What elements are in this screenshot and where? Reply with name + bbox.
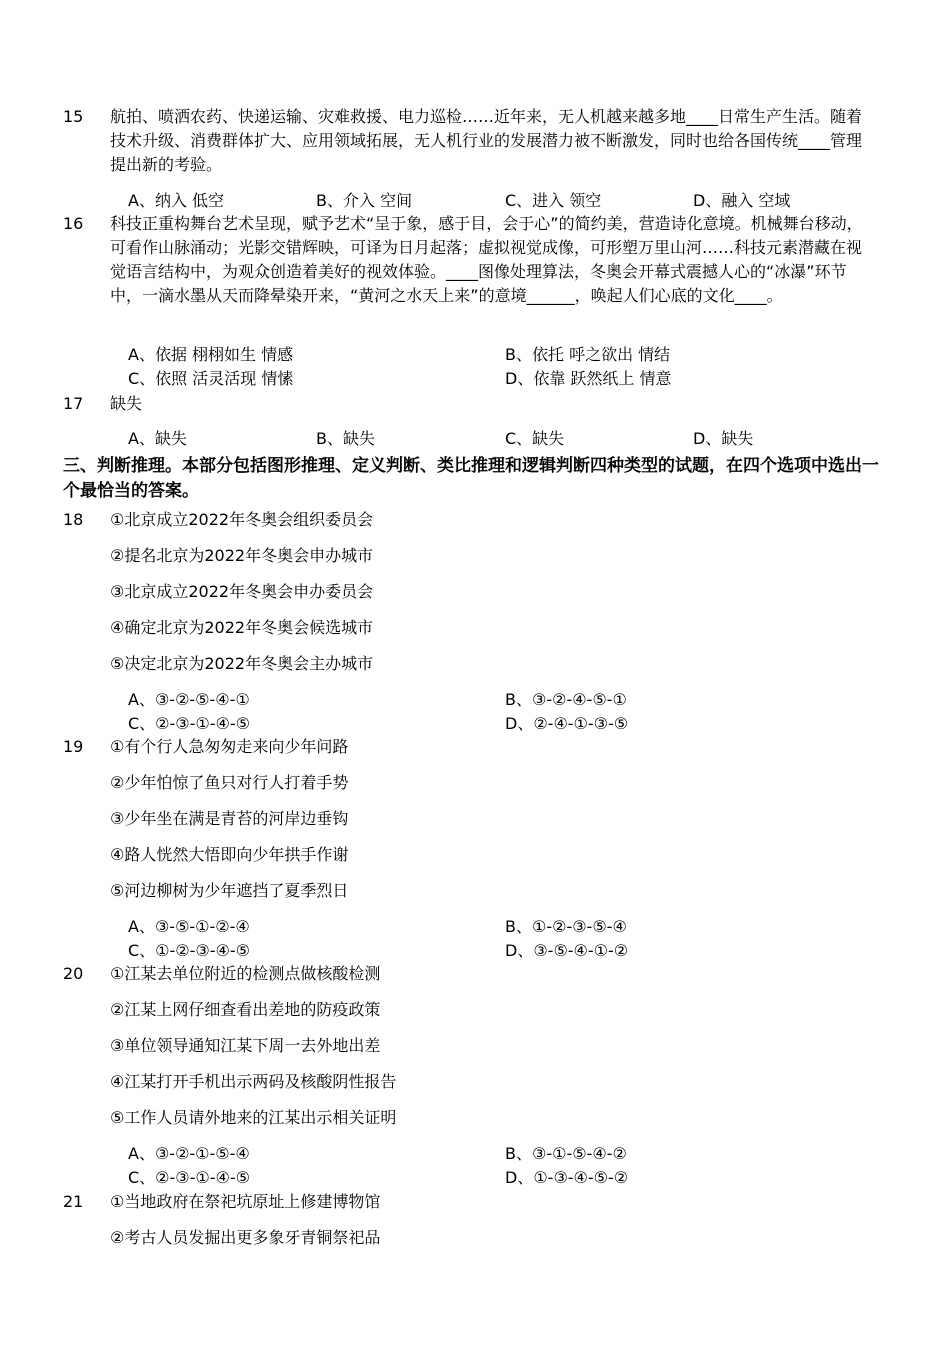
statement-item: ①有个行人急匆匆走来向少年问路 — [110, 737, 349, 756]
question-number: 21 — [63, 1192, 84, 1211]
question-number: 17 — [63, 394, 84, 413]
statement-item: ⑤河边柳树为少年遮挡了夏季烈日 — [110, 881, 349, 900]
option-a: A、③-②-⑤-④-① — [128, 690, 250, 709]
statement-item: ②少年怕惊了鱼只对行人打着手势 — [110, 773, 349, 792]
option-b: B、依托 呼之欲出 情结 — [505, 345, 671, 364]
question-number: 20 — [63, 964, 84, 983]
option-b: B、③-①-⑤-④-② — [505, 1144, 627, 1163]
question-stem: 航拍、喷洒农药、快递运输、灾难救援、电力巡检……近年来，无人机越来越多地____日常生产生活。随着技术升级、消费群体扩大、应用领域拓展，无人机行业的发展潜力被不断激发，同时也给各国传统____管理提出新的考验。 — [110, 107, 863, 174]
statement-item: ③少年坐在满是青苔的河岸边垂钩 — [110, 809, 349, 828]
statement-item: ⑤工作人员请外地来的江某出示相关证明 — [110, 1108, 397, 1127]
question-number: 15 — [63, 107, 84, 126]
option-c: C、②-③-①-④-⑤ — [128, 1168, 250, 1187]
statement-item: ⑤决定北京为2022年冬奥会主办城市 — [110, 654, 374, 673]
statement-item: ①北京成立2022年冬奥会组织委员会 — [110, 510, 374, 529]
statement-item: ③北京成立2022年冬奥会申办委员会 — [110, 582, 374, 601]
question-stem: 科技正重构舞台艺术呈现，赋予艺术“呈于象，感于目，会于心”的简约美，营造诗化意境。机械舞台移动，可看作山脉涌动；光影交错辉映，可译为日月起落；虚拟视觉成像，可形塑万里山河……科技元素潜藏在视觉语言结构中，为观众创造着美好的视效体验。____图像处理算法，冬奥会开幕式震撼人心的“冰瀑”环节中，一滴水墨从天而降晕染开来，“黄河之水天上来”的意境______，唤起人们心底的文化____。 — [110, 214, 863, 305]
statement-item: ④路人恍然大悟即向少年拱手作谢 — [110, 845, 349, 864]
option-b: B、①-②-③-⑤-④ — [505, 917, 627, 936]
option-b: B、缺失 — [316, 429, 375, 448]
statement-item: ④江某打开手机出示两码及核酸阴性报告 — [110, 1072, 397, 1091]
option-d: D、③-⑤-④-①-② — [505, 941, 629, 960]
option-c: C、缺失 — [505, 429, 565, 448]
option-a: A、③-⑤-①-②-④ — [128, 917, 250, 936]
option-c: C、①-②-③-④-⑤ — [128, 941, 250, 960]
option-d: D、依靠 跃然纸上 情意 — [505, 369, 672, 388]
option-d: D、②-④-①-③-⑤ — [505, 714, 629, 733]
section-heading: 三、判断推理。本部分包括图形推理、定义判断、类比推理和逻辑判断四种类型的试题，在四个选项中选出一个最恰当的答案。 — [63, 456, 879, 501]
option-b: B、③-②-④-⑤-① — [505, 690, 627, 709]
option-a: A、纳入 低空 — [128, 191, 225, 210]
question-number: 16 — [63, 214, 84, 233]
option-a: A、缺失 — [128, 429, 187, 448]
statement-item: ①当地政府在祭祀坑原址上修建博物馆 — [110, 1192, 381, 1211]
statement-item: ③单位领导通知江某下周一去外地出差 — [110, 1036, 381, 1055]
option-c: C、进入 领空 — [505, 191, 602, 210]
option-b: B、介入 空间 — [316, 191, 413, 210]
question-number: 18 — [63, 510, 84, 529]
option-c: C、②-③-①-④-⑤ — [128, 714, 250, 733]
statement-item: ①江某去单位附近的检测点做核酸检测 — [110, 964, 381, 983]
statement-item: ②提名北京为2022年冬奥会申办城市 — [110, 546, 374, 565]
option-a: A、依据 栩栩如生 情感 — [128, 345, 294, 364]
question-number: 19 — [63, 737, 84, 756]
option-d: D、融入 空域 — [693, 191, 791, 210]
option-d: D、①-③-④-⑤-② — [505, 1168, 629, 1187]
option-c: C、依照 活灵活现 情愫 — [128, 369, 294, 388]
option-a: A、③-②-①-⑤-④ — [128, 1144, 250, 1163]
option-d: D、缺失 — [693, 429, 754, 448]
statement-item: ②江某上网仔细查看出差地的防疫政策 — [110, 1000, 381, 1019]
statement-item: ②考古人员发掘出更多象牙青铜祭祀品 — [110, 1228, 381, 1247]
statement-item: ④确定北京为2022年冬奥会候选城市 — [110, 618, 374, 637]
question-stem: 缺失 — [110, 394, 143, 413]
